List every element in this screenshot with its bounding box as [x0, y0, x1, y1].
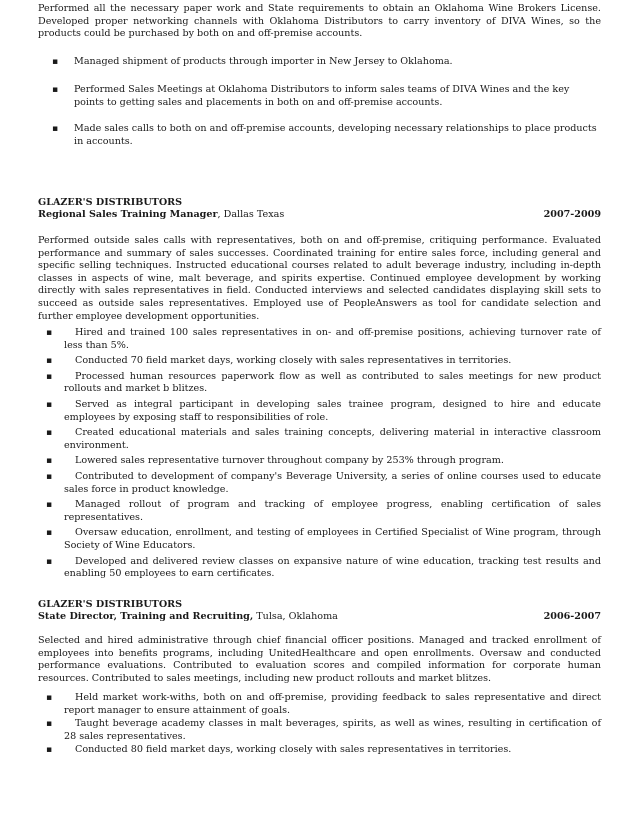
job1-title-line	[38, 209, 601, 222]
intro-paragraph: Performed all the necessary paper work and State requirements to obtain an Oklahoma Wine Brokers License. Developed proper networking channels with Oklahoma Distributors to carry inventory of DIVA Wines, so the products could be purchased by both on and off-premise accounts.	[38, 3, 601, 40]
list-item: ▪ Contributed to development of company's Beverage University, a series of online courses used to educate sales force in product knowledge.	[38, 471, 601, 496]
job1-bullet-list	[38, 327, 601, 581]
list-item: ▪ Created educational materials and sales training concepts, delivering material in interactive classroom environment.	[38, 427, 601, 452]
intro-bullet-list	[38, 84, 601, 109]
job2-dates: 2006-2007	[543, 611, 601, 622]
list-item: ▪ Held market work-withs, both on and off-premise, providing feedback to sales representative and direct report manager to ensure attainment of goals.	[38, 692, 601, 717]
intro-bullet-list	[38, 123, 601, 148]
list-item: ▪ Performed Sales Meetings at Oklahoma Distributors to inform sales teams of DIVA Wines and the key points to getting sales and placements in both on and off-premise accounts.	[38, 84, 601, 109]
job1-location: , Dallas Texas	[217, 209, 285, 220]
job2-title-line	[38, 611, 601, 624]
list-item: ▪ Made sales calls to both on and off-premise accounts, developing necessary relationships to place products in accounts.	[38, 123, 601, 148]
intro-bullet-list	[38, 56, 601, 69]
list-item: ▪ Hired and trained 100 sales representatives in on- and off-premise positions, achieving turnover rate of less than 5%.	[38, 327, 601, 352]
list-item: ▪ Conducted 70 field market days, working closely with sales representatives in territories.	[38, 355, 601, 368]
list-item: ▪ Managed rollout of program and tracking of employee progress, enabling certification of sales representatives.	[38, 499, 601, 524]
list-item: ▪ Processed human resources paperwork flow as well as contributed to sales meetings for new product rollouts and market b blitzes.	[38, 371, 601, 396]
job1-dates: 2007-2009	[543, 209, 601, 220]
list-item: ▪ Managed shipment of products through importer in New Jersey to Oklahoma.	[38, 56, 601, 69]
job2-role: State Director, Training and Recruiting,	[38, 611, 254, 622]
job2-bullet-list	[38, 692, 601, 757]
job1-paragraph: Performed outside sales calls with representatives, both on and off-premise, critiquing performance. Evaluated performance and summary of sales successes. Coordinated training for entire sales force, including general and specific selling techniques. Instructed educational courses related to adult beverage industry, including in-depth classes in aspects of wine, malt beverage, and spirits expertise. Continued employee development by working directly with sales representatives in field. Conducted interviews and selected candidates displaying skill sets to succeed as outside sales representatives. Employed use of PeopleAnswers as tool for candidate selection and further employee development opportunities.	[38, 235, 601, 322]
job1-company: GLAZER'S DISTRIBUTORS	[38, 197, 183, 208]
list-item: ▪ Served as integral participant in developing sales trainee program, designed to hire and educate employees by exposing staff to responsibilities of role.	[38, 399, 601, 424]
list-item: ▪ Conducted 80 field market days, working closely with sales representatives in territories.	[38, 744, 601, 757]
job2-company: GLAZER'S DISTRIBUTORS	[38, 599, 183, 610]
job1-role: Regional Sales Training Manager	[38, 209, 218, 220]
list-item: ▪ Developed and delivered review classes on expansive nature of wine education, tracking test results and enabling 50 employees to earn certificates.	[38, 556, 601, 581]
list-item: ▪ Taught beverage academy classes in malt beverages, spirits, as well as wines, resulting in certification of 28 sales representatives.	[38, 718, 601, 743]
job2-location: Tulsa, Oklahoma	[253, 611, 338, 622]
list-item: ▪ Lowered sales representative turnover throughout company by 253% through program.	[38, 455, 601, 468]
list-item: ▪ Oversaw education, enrollment, and testing of employees in Certified Specialist of Wine program, through Society of Wine Educators.	[38, 527, 601, 552]
job2-paragraph: Selected and hired administrative through chief financial officer positions. Managed and tracked enrollment of employees into benefits programs, including UnitedHealthcare and open enrollments. Oversaw and conducted performance evaluations. Contributed to evaluation scores and compiled information for corporate human resources. Contributed to sales meetings, including new product rollouts and market blitzes.	[38, 635, 601, 684]
